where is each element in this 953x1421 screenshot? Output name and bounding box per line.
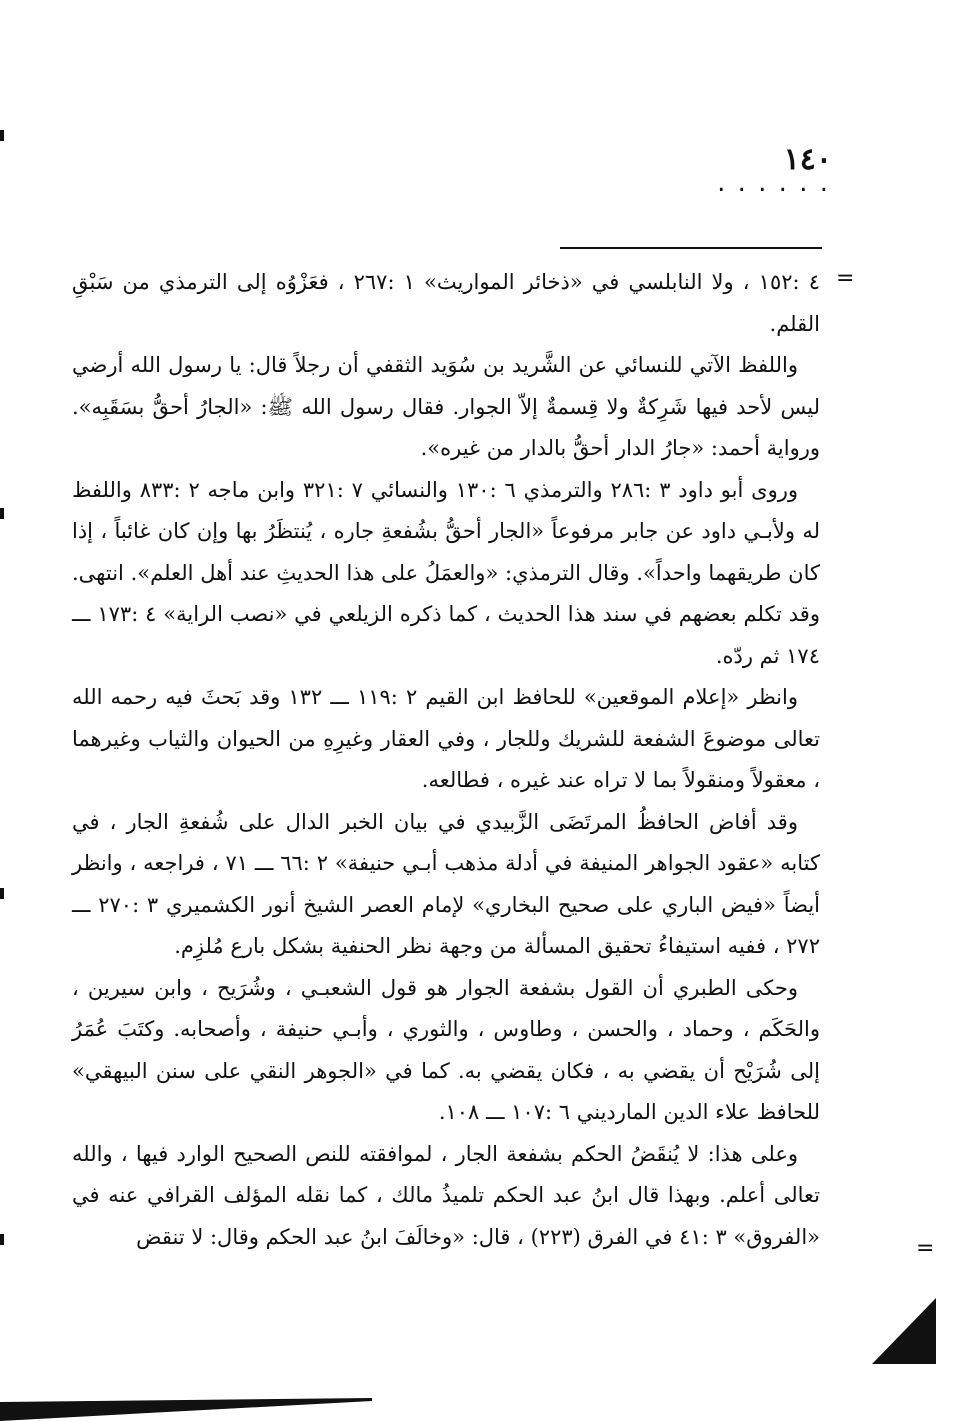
paragraph: وقد أفاض الحافظُ المرتَضَى الزَّبيدي في بيان الخبر الدال على شُفعةِ الجار ، في كتابه «عقود الجواهر المنيفة في أدلة مذهب أبـي حنيفة» ٢ :٦٦ ـــ ٧١ ، فراجعه ، وانظر أيضاً «فيض الباري على صحيح البخاري» لإمام العصر الشيخ أنور الكشميري ٣ :٢٧٠ ـــ ٢٧٢ ، ففيه استيفاءُ تحقيق المسألة من وجهة نظر الحنفية بشكل بارع مُلزِم. — [72, 809, 820, 958]
corner-shadow-triangle — [872, 1298, 936, 1364]
continuation-mark-end: = — [916, 1236, 935, 1261]
scan-edge-mark — [0, 888, 4, 899]
scan-edge-mark — [0, 508, 4, 519]
scan-edge-mark — [0, 1234, 4, 1245]
footnote-text — [72, 262, 820, 1258]
paragraph: وحكى الطبري أن القول بشفعة الجوار هو قول الشعبـي ، وشُرَيح ، وابن سيرين ، والحَكَم ، وحماد ، والحسن ، وطاوس ، والثوري ، وأبـي حنيفة ، وأصحابه. وكتَبَ عُمَرُ إلى شُرَيْح أن يقضي به ، فكان يقضي به. كما في «الجوهر النقي على سنن البيهقي» للحافظ علاء الدين المارديني ٦ :١٠٧ ـــ ١٠٨. — [72, 975, 820, 1124]
paragraph: وانظر «إعلام الموقعين» للحافظ ابن القيم ٢ :١١٩ ـــ ١٣٢ وقد بَحثَ فيه رحمه الله تعالى موضوعَ الشفعة للشريك وللجار ، وفي العقار وغيرِهِ من الحيوان والثياب وغيرهما ، معقولاً ومنقولاً بما لا تراه عند غيره ، فطالعه. — [72, 685, 820, 792]
paragraph: واللفظ الآتي للنسائي عن الشَّريد بن سُوَيد الثقفي أن رجلاً قال: يا رسول الله أرضي ليس لأحد فيها شَرِكةٌ ولا قِسمةٌ إلاّ الجوار. فقال رسول الله ﷺ: «الجارُ أحقُّ بسَقَبِه». ورواية أحمد: «جارُ الدار أحقُّ بالدار من غيره». — [72, 353, 820, 460]
scan-bottom-edge — [0, 1398, 372, 1421]
paragraph: وروى أبو داود ٣ :٢٨٦ والترمذي ٦ :١٣٠ والنسائي ٧ :٣٢١ وابن ماجه ٢ :٨٣٣ واللفظ له ولأبـي داود عن جابر مرفوعاً «الجار أحقُّ بشُفعةِ جاره ، يُنتظَرُ بها وإن كان غائباً ، إذا كان طريقهما واحداً». وقال الترمذي: «والعمَلُ على هذا الحديثِ عند أهل العلم». انتهى. وقد تكلم بعضهم في سند هذا الحديث ، كما ذكره الزيلعي في «نصب الراية» ٤ :١٧٣ ـــ ١٧٤ ثم ردّه. — [72, 477, 820, 668]
header-dots: . . . . . . — [717, 168, 830, 198]
paragraph: وعلى هذا: لا يُنقَضُ الحكم بشفعة الجار ، لموافقته للنص الصحيح الوارد فيها ، والله تعالى أعلم. وبهذا قال ابنُ عبد الحكم تلميذُ مالك ، كما نقله المؤلف القرافي عنه في «الفروق» ٣ :٤١ في الفرق (٢٢٣) ، قال: «وخالَفَ ابنُ عبد الحكم وقال: لا تنقض — [72, 1141, 820, 1249]
continuation-mark-start: = — [836, 266, 855, 291]
scan-edge-mark — [0, 130, 4, 141]
page-number: ١٤٠ — [783, 142, 832, 177]
paragraph: ٤ :١٥٢ ، ولا النابلسي في «ذخائر المواريث» ١ :٢٦٧ ، فعَزْوُه إلى الترمذي من سَبْقِ القلم. — [72, 270, 820, 336]
footnote-rule — [560, 247, 822, 249]
